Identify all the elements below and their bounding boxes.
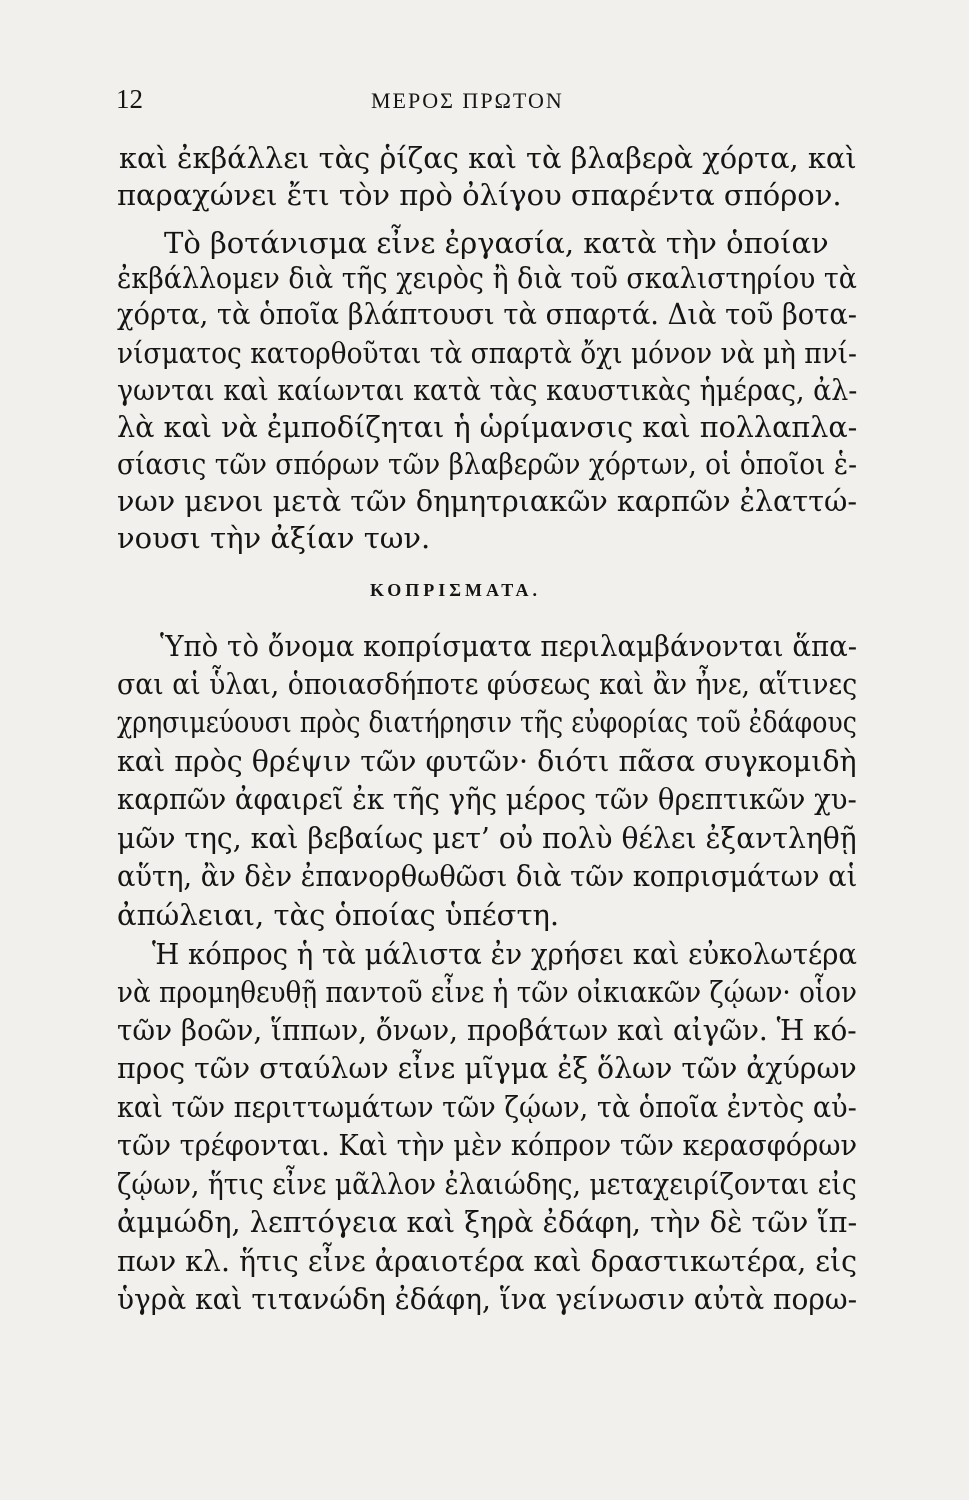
text-line: σίασις τῶν σπόρων τῶν βλαβερῶν χόρτων, οἱ ὁποῖοι ἑ- [117, 447, 858, 481]
text-line: Τὸ βοτάνισμα εἶνε ἐργασία, κατὰ τὴν ὁποίαν [164, 226, 829, 260]
text-line: πων κλ. ἥτις εἶνε ἀραιοτέρα καὶ δραστικωτέρα, εἰς [117, 1244, 858, 1278]
text-line: ζῴων, ἥτις εἶνε μᾶλλον ἐλαιώδης, μεταχειρίζονται εἰς [117, 1167, 857, 1201]
text-line: Ἡ κόπρος ἡ τὰ μάλιστα ἐν χρήσει καὶ εὐκολωτέρα [152, 937, 857, 971]
text-line: νων μενοι μετὰ τῶν δημητριακῶν καρπῶν ἐλαττώ- [117, 484, 858, 518]
text-line: καὶ πρὸς θρέψιν τῶν φυτῶν· διότι πᾶσα συγκομιδὴ [117, 744, 857, 778]
text-line: ὑγρὰ καὶ τιτανώδη ἐδάφη, ἵνα γείνωσιν αὐτὰ πορω- [117, 1282, 858, 1316]
text-line: τῶν βοῶν, ἵππων, ὄνων, προβάτων καὶ αἰγῶν. Ἡ κό- [117, 1013, 857, 1047]
text-line: νὰ προμηθευθῇ παντοῦ εἶνε ἡ τῶν οἰκιακῶν ζῴων· οἷον [117, 975, 857, 1009]
text-line: νίσματος κατορθοῦται τὰ σπαρτὰ ὄχι μόνον νὰ μὴ πνί- [117, 336, 857, 370]
text-line: καρπῶν ἀφαιρεῖ ἐκ τῆς γῆς μέρος τῶν θρεπτικῶν χυ- [117, 782, 857, 816]
text-line: παραχώνει ἔτι τὸν πρὸ ὀλίγου σπαρέντα σπόρον. [117, 178, 842, 212]
text-line: καὶ τῶν περιττωμάτων τῶν ζῴων, τὰ ὁποῖα ἐντὸς αὐ- [117, 1090, 857, 1124]
text-line: μῶν της, καὶ βεβαίως μετ’ οὐ πολὺ θέλει ἐξαντληθῇ [117, 821, 857, 855]
text-line: τῶν τρέφονται. Καὶ τὴν μὲν κόπρον τῶν κερασφόρων [117, 1128, 858, 1162]
page-header [116, 84, 856, 120]
text-line: καὶ ἐκβάλλει τὰς ῥίζας καὶ τὰ βλαβερὰ χόρτα, καὶ [119, 141, 857, 175]
text-line: ἀμμώδη, λεπτόγεια καὶ ξηρὰ ἐδάφη, τὴν δὲ τῶν ἵπ- [117, 1205, 858, 1239]
text-line: αὕτη, ἂν δὲν ἐπανορθωθῶσι διὰ τῶν κοπρισμάτων αἱ [117, 859, 858, 893]
text-line: ἀπώλειαι, τὰς ὁποίας ὑπέστη. [117, 898, 560, 932]
text-line: Ὑπὸ τὸ ὄνομα κοπρίσματα περιλαμβάνονται ἅπα- [160, 629, 858, 663]
text-line: γωνται καὶ καίωνται κατὰ τὰς καυστικὰς ἡμέρας, ἀλ- [117, 373, 858, 407]
text-line: χόρτα, τὰ ὁποῖα βλάπτουσι τὰ σπαρτά. Διὰ τοῦ βοτα- [117, 297, 857, 331]
text-line: νουσι τὴν ἀξίαν των. [117, 521, 431, 555]
page-number: 12 [116, 84, 143, 114]
text-line: ἐκβάλλομεν διὰ τῆς χειρὸς ἢ διὰ τοῦ σκαλιστηρίου τὰ [117, 261, 857, 295]
running-head: ΜΕΡΟΣ ΠΡΩΤΟΝ [371, 88, 564, 113]
section-title: ΚΟΠΡΙΣΜΑΤΑ. [370, 580, 541, 600]
text-line: λὰ καὶ νὰ ἐμποδίζηται ἡ ὡρίμανσις καὶ πολλαπλα- [117, 410, 858, 444]
text-line: προς τῶν σταύλων εἶνε μῖγμα ἐξ ὅλων τῶν ἀχύρων [117, 1051, 857, 1085]
text-line: χρησιμεύουσι πρὸς διατήρησιν τῆς εὐφορίας τοῦ ἐδάφους [117, 705, 857, 739]
text-line: σαι αἱ ὗλαι, ὁποιασδήποτε φύσεως καὶ ἂν ἦνε, αἵτινες [117, 667, 858, 701]
